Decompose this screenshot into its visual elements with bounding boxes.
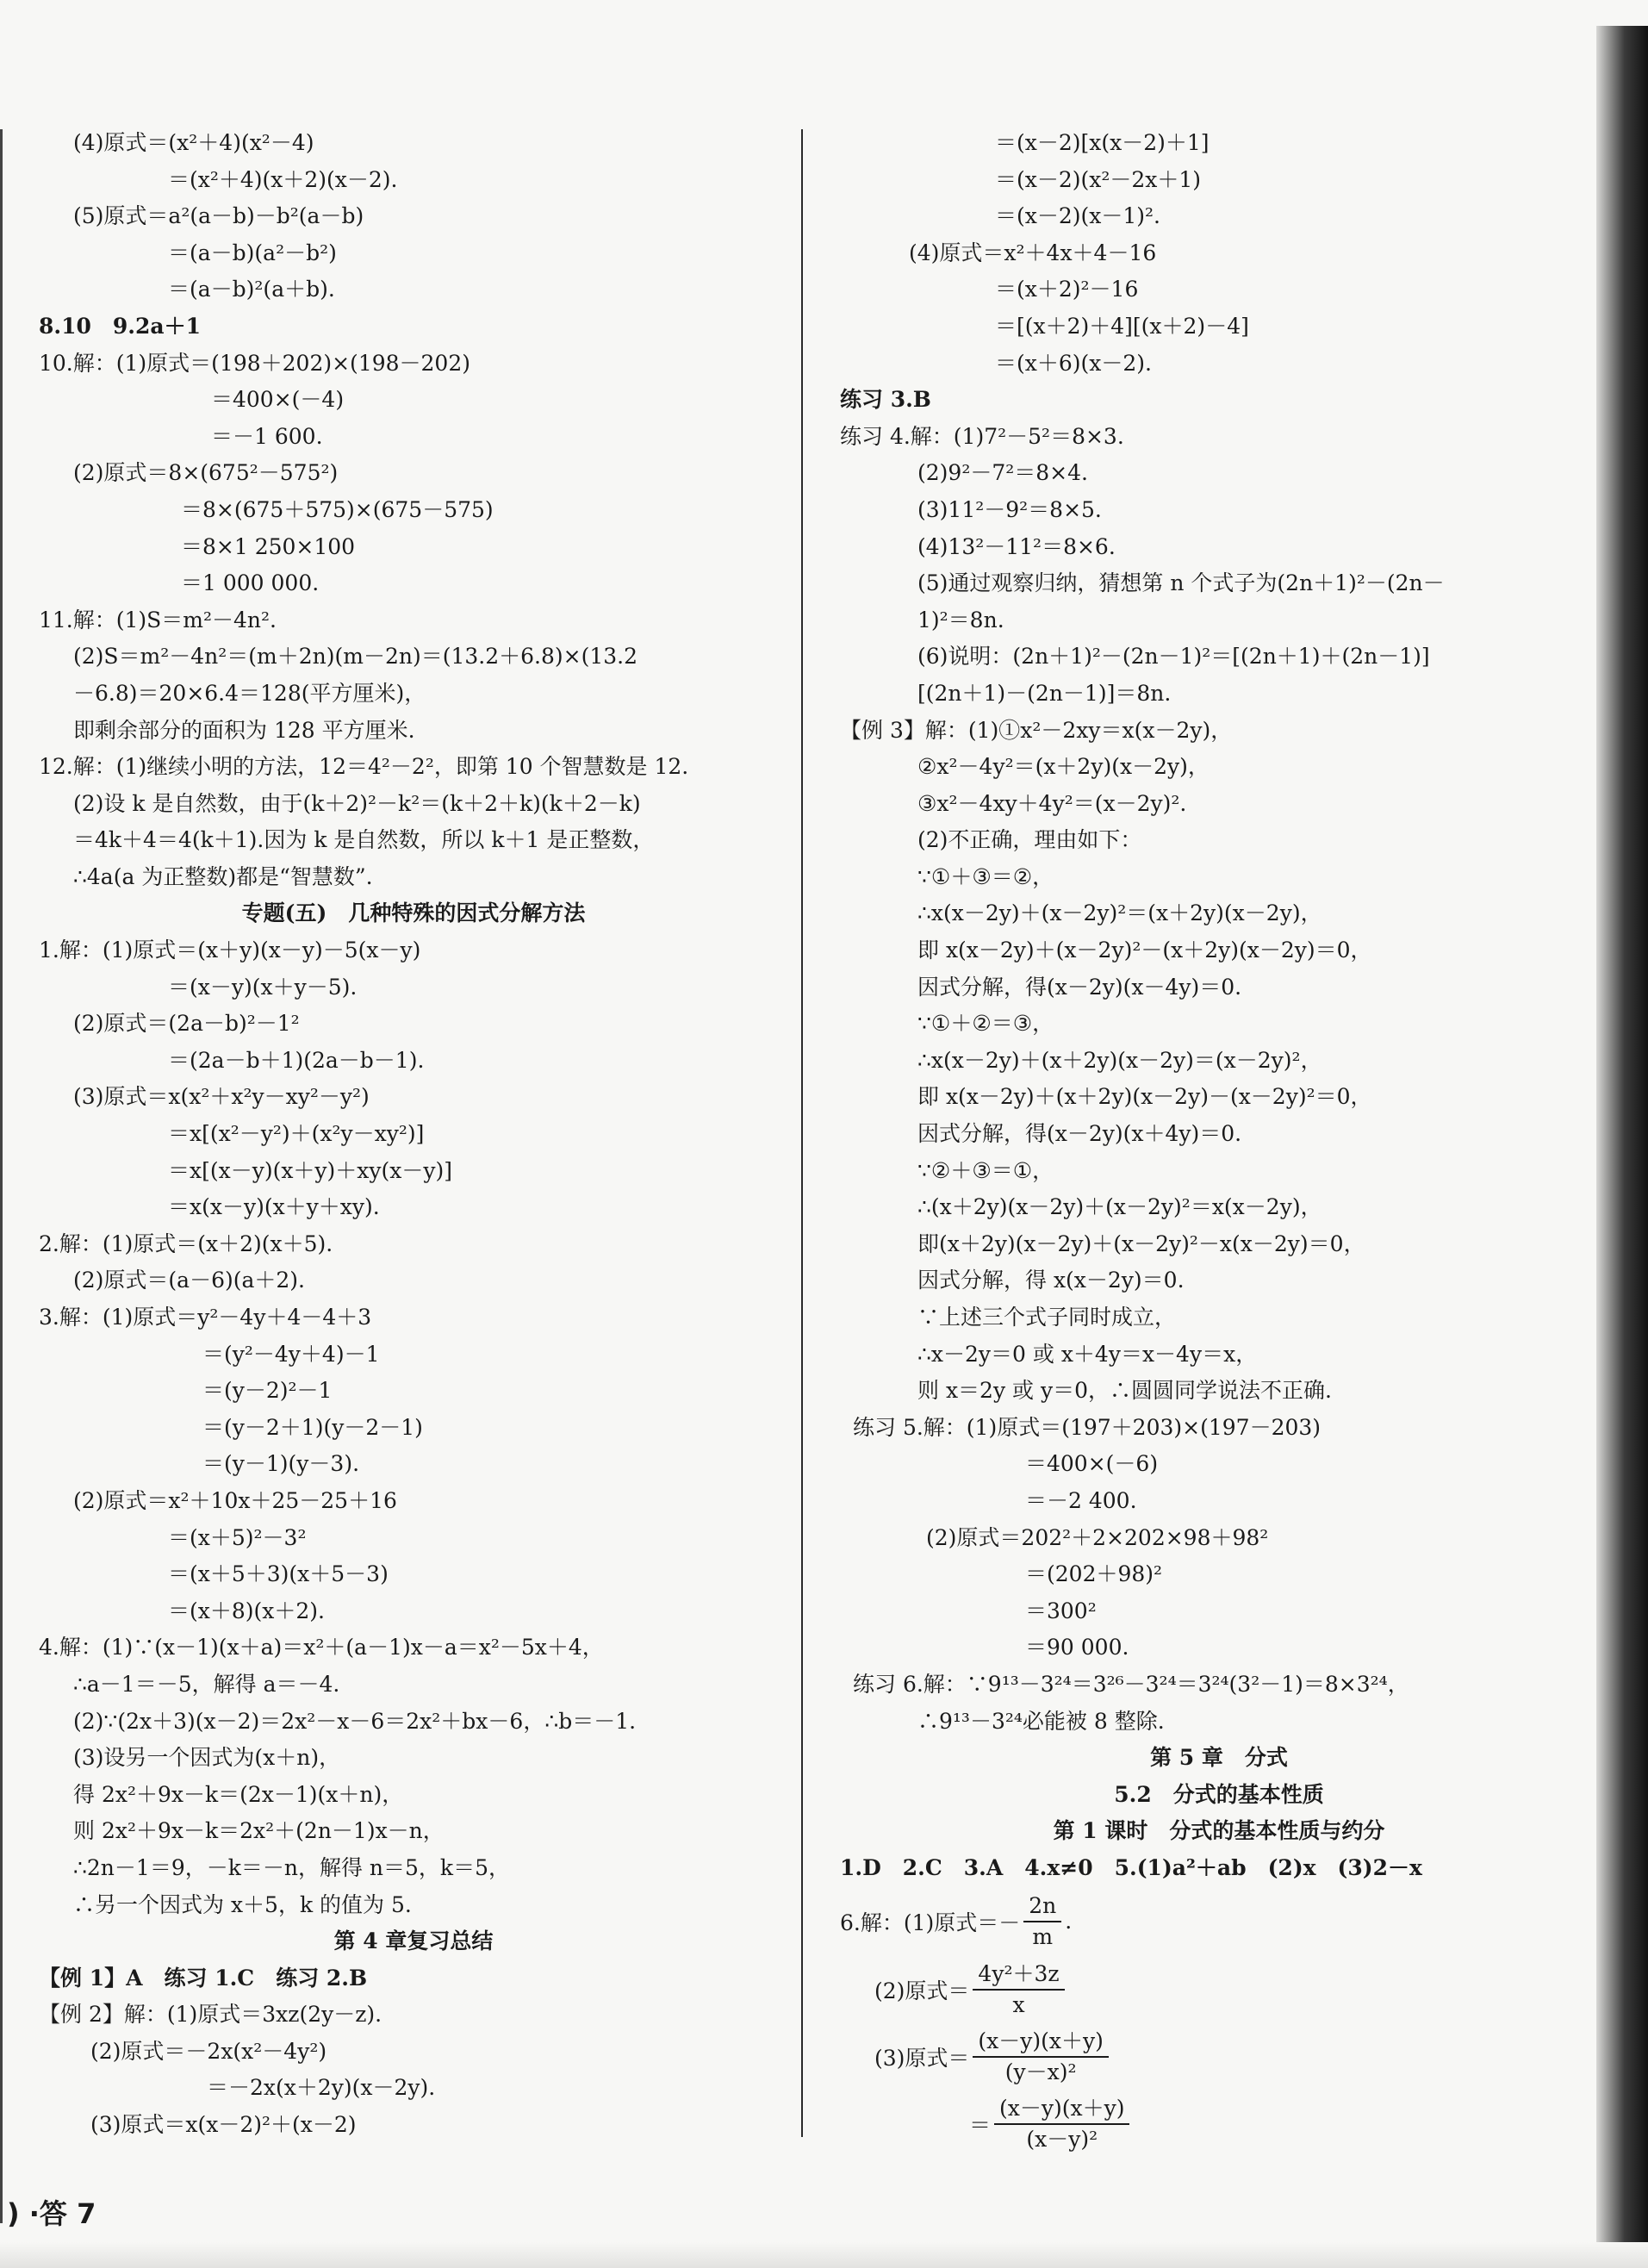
answer-line: ③x²－4xy＋4y²＝(x－2y)².	[917, 790, 1187, 816]
answer-line: ＝(x²＋4)(x＋2)(x－2).	[168, 166, 398, 192]
fraction-denominator: x	[1012, 1991, 1025, 2017]
answer-line: ＝8×1 250×100	[181, 533, 356, 559]
answer-line: ＝(a－b)(a²－b²)	[168, 240, 337, 265]
answer-line: ∴x(x－2y)＋(x－2y)²＝(x＋2y)(x－2y)，	[917, 900, 1322, 926]
answer-line: ＝(x＋6)(x－2).	[995, 350, 1152, 376]
answer-line: ＝(y－2)²－1	[202, 1378, 333, 1404]
answer-line: ＝－2 400.	[1025, 1487, 1137, 1513]
answer-line: (2)原式＝(a－6)(a＋2).	[73, 1268, 305, 1293]
answer-line: ∴另一个因式为 x＋5，k 的值为 5.	[73, 1891, 412, 1917]
section-heading: 5.2 分式的基本性质	[1114, 1781, 1324, 1807]
fraction-suffix: .	[1065, 1909, 1073, 1934]
answer-line: ＝(x－y)(x＋y－5).	[168, 974, 358, 1000]
answer-line: ＝(y²－4y＋4)－1	[202, 1341, 380, 1367]
fraction-answers	[840, 1887, 1598, 2158]
answer-line: 因式分解，得(x－2y)(x＋4y)＝0.	[917, 1121, 1242, 1147]
answer-line: (2)原式＝－2x(x²－4y²)	[90, 2038, 327, 2064]
answer-line: ∵②＋③＝①，	[917, 1157, 1054, 1183]
fraction-line	[840, 1956, 1598, 2023]
section-heading: 第 4 章复习总结	[333, 1928, 494, 1954]
answer-line: 12.解：(1)继续小明的方法，12＝4²－2²，即第 10 个智慧数是 12.	[39, 754, 689, 780]
answer-line: ＝x(x－y)(x＋y＋xy).	[168, 1194, 380, 1220]
answer-line: ∴9¹³－3²⁴必能被 8 整除.	[917, 1708, 1165, 1734]
answer-line: ∴x(x－2y)＋(x＋2y)(x－2y)＝(x－2y)²，	[917, 1047, 1322, 1073]
answer-line: ＝(x＋2)²－16	[995, 277, 1139, 302]
answer-line: ∴a－1＝－5，解得 a＝－4.	[73, 1671, 340, 1697]
answer-line: ＝4k＋4＝4(k＋1).因为 k 是自然数，所以 k＋1 是正整数，	[73, 827, 655, 853]
fraction-line	[840, 1887, 1598, 1956]
answer-line: (2)∵(2x＋3)(x－2)＝2x²－x－6＝2x²＋bx－6，∴b＝－1.	[73, 1708, 637, 1734]
fraction-numerator: (x－y)(x＋y)	[994, 2094, 1129, 2125]
answer-line: ∵①＋②＝③，	[917, 1011, 1054, 1037]
answer-line: ＝(2a－b＋1)(2a－b－1).	[168, 1047, 425, 1073]
answer-line: 【例 2】解：(1)原式＝3xz(2y－z).	[39, 2002, 382, 2028]
answer-line: 3.解：(1)原式＝y²－4y＋4－4＋3	[39, 1305, 372, 1330]
answer-line: ＝400×(－4)	[211, 387, 345, 413]
answer-line: ＝(x＋5)²－3²	[168, 1524, 307, 1550]
answer-line: ＝(x－2)[x(x－2)＋1]	[995, 130, 1210, 155]
answer-line: ＝8×(675＋575)×(675－575)	[181, 496, 494, 522]
answer-line: 【例 1】A 练习 1.C 练习 2.B	[39, 1965, 368, 1991]
answer-line: (3)原式＝x(x－2)²＋(x－2)	[90, 2112, 357, 2138]
answer-line: 【例 3】解：(1)①x²－2xy＝x(x－2y)，	[840, 717, 1233, 743]
answer-line: (2)S＝m²－4n²＝(m＋2n)(m－2n)＝(13.2＋6.8)×(13.2	[73, 644, 638, 670]
answer-line: ∴2n－1＝9，－k＝－n，解得 n＝5，k＝5，	[73, 1854, 510, 1880]
fraction-numerator: 2n	[1023, 1891, 1061, 1922]
answer-line: ＝(202＋98)²	[1025, 1561, 1163, 1587]
answer-line: －6.8)＝20×6.4＝128(平方厘米)，	[73, 680, 426, 706]
section-heading: 专题(五) 几种特殊的因式分解方法	[241, 900, 586, 926]
answer-line: 10.解：(1)原式＝(198＋202)×(198－202)	[39, 350, 471, 376]
answer-line: 4.解：(1)∵(x－1)(x＋a)＝x²＋(a－1)x－a＝x²－5x＋4，	[39, 1635, 604, 1660]
answer-line: 练习 5.解：(1)原式＝(197＋203)×(197－203)	[853, 1414, 1322, 1440]
fraction-denominator: (y－x)²	[1004, 2059, 1077, 2084]
answer-line: ＝300²	[1025, 1598, 1097, 1623]
answer-line: 即(x＋2y)(x－2y)＋(x－2y)²－x(x－2y)＝0，	[917, 1231, 1365, 1256]
right-column-lines	[840, 125, 1598, 1887]
answer-line: (4)原式＝(x²＋4)(x²－4)	[73, 130, 314, 155]
answer-line: 11.解：(1)S＝m²－4n².	[39, 607, 277, 632]
answer-line: ＝[(x＋2)＋4][(x＋2)－4]	[995, 313, 1249, 339]
fraction-prefix: (3)原式＝	[874, 2045, 970, 2071]
right-column	[840, 125, 1598, 2158]
answer-line: ＝90 000.	[1025, 1635, 1129, 1660]
answer-line: (6)说明：(2n＋1)²－(2n－1)²＝[(2n＋1)＋(2n－1)]	[917, 644, 1430, 670]
answer-line: ＝1 000 000.	[181, 570, 320, 596]
left-column	[39, 125, 788, 2144]
answer-line: 因式分解，得(x－2y)(x－4y)＝0.	[917, 974, 1242, 1000]
answer-line: (2)9²－7²＝8×4.	[917, 460, 1088, 486]
fraction	[1023, 1891, 1061, 1952]
page-footer: ) ·答 7	[7, 2197, 96, 2230]
fraction-prefix: ＝	[969, 2112, 992, 2138]
answer-line: [(2n＋1)－(2n－1)]＝8n.	[917, 680, 1172, 706]
answer-line: ＝(x＋5＋3)(x＋5－3)	[168, 1561, 389, 1587]
answer-line: ∴(x＋2y)(x－2y)＋(x－2y)²＝x(x－2y)，	[917, 1194, 1322, 1220]
answer-line: ＝(x－2)(x²－2x＋1)	[995, 166, 1202, 192]
answer-line: ＝－1 600.	[211, 423, 323, 449]
page-edge-shadow	[1596, 26, 1648, 2268]
answer-line: 即剩余部分的面积为 128 平方厘米.	[73, 717, 415, 743]
answer-line: ∴4a(a 为正整数)都是“智慧数”.	[73, 863, 373, 889]
left-margin-line	[0, 129, 3, 2223]
answer-line: (2)原式＝x²＋10x＋25－25＋16	[73, 1487, 397, 1513]
answer-line: (3)11²－9²＝8×5.	[917, 496, 1102, 522]
answer-line: (5)原式＝a²(a－b)－b²(a－b)	[73, 203, 364, 229]
column-divider	[801, 129, 803, 2137]
answer-line: ＝(y－1)(y－3).	[202, 1451, 360, 1477]
answer-line: 1.解：(1)原式＝(x＋y)(x－y)－5(x－y)	[39, 938, 421, 963]
section-heading: 第 5 章 分式	[1150, 1745, 1288, 1771]
answer-line: ＝x[(x－y)(x＋y)＋xy(x－y)]	[168, 1157, 453, 1183]
answer-line: 练习 3.B	[840, 387, 931, 413]
answer-line: (2)原式＝(2a－b)²－1²	[73, 1011, 300, 1037]
answer-line: ＝400×(－6)	[1025, 1451, 1159, 1477]
answer-line: 1)²＝8n.	[917, 607, 1004, 632]
answer-line: (3)设另一个因式为(x＋n)，	[73, 1745, 341, 1771]
fraction	[973, 1960, 1064, 2020]
answer-line: 1.D 2.C 3.A 4.x≠0 5.(1)a²＋ab (2)x (3)2－x	[840, 1854, 1422, 1880]
fraction-numerator: (x－y)(x＋y)	[973, 2027, 1108, 2058]
page-bottom-shadow	[0, 2242, 1648, 2268]
answer-line: ＝－2x(x＋2y)(x－2y).	[207, 2075, 436, 2101]
section-heading: 第 1 课时 分式的基本性质与约分	[1053, 1818, 1385, 1844]
answer-line: (2)原式＝202²＋2×202×98＋98²	[926, 1524, 1269, 1550]
answer-line: (2)不正确，理由如下：	[917, 827, 1142, 853]
answer-line: (4)原式＝x²＋4x＋4－16	[909, 240, 1157, 265]
fraction-denominator: (x－y)²	[1026, 2126, 1098, 2152]
fraction-prefix: 6.解：(1)原式＝－	[840, 1910, 1021, 1935]
answer-line: ＝(y－2＋1)(y－2－1)	[202, 1414, 423, 1440]
answer-line: ＝(a－b)²(a＋b).	[168, 277, 335, 302]
fraction-denominator: m	[1032, 1923, 1054, 1949]
answer-line: 练习 4.解：(1)7²－5²＝8×3.	[840, 423, 1124, 449]
answer-line: 即 x(x－2y)＋(x－2y)²－(x＋2y)(x－2y)＝0，	[917, 938, 1372, 963]
answer-line: ②x²－4y²＝(x＋2y)(x－2y)，	[917, 754, 1210, 780]
answer-line: (4)13²－11²＝8×6.	[917, 533, 1116, 559]
answer-line: ＝x[(x²－y²)＋(x²y－xy²)]	[168, 1121, 425, 1147]
answer-line: (5)通过观察归纳，猜想第 n 个式子为(2n＋1)²－(2n－	[917, 570, 1445, 596]
fraction-prefix: (2)原式＝	[874, 1978, 970, 2003]
answer-line: (3)原式＝x(x²＋x²y－xy²－y²)	[73, 1084, 370, 1110]
fraction-numerator: 4y²＋3z	[973, 1960, 1064, 1991]
fraction-line	[840, 2090, 1598, 2158]
answer-line: 8.10 9.2a＋1	[39, 313, 201, 339]
fraction-line	[840, 2023, 1598, 2090]
answer-line: ∵上述三个式子同时成立，	[917, 1305, 1177, 1330]
answer-line: ∵①＋③＝②，	[917, 863, 1054, 889]
answer-line: ＝(x－2)(x－1)².	[995, 203, 1160, 229]
answer-line: ∴x－2y＝0 或 x＋4y＝x－4y＝x，	[917, 1341, 1258, 1367]
answer-line: (2)设 k 是自然数，由于(k＋2)²－k²＝(k＋2＋k)(k＋2－k)	[73, 790, 641, 816]
answer-line: 得 2x²＋9x－k＝(2x－1)(x＋n)，	[73, 1781, 404, 1807]
answer-line: 则 2x²＋9x－k＝2x²＋(2n－1)x－n，	[73, 1818, 445, 1844]
fraction	[994, 2094, 1129, 2154]
answer-line: 2.解：(1)原式＝(x＋2)(x＋5).	[39, 1231, 333, 1256]
answer-line: 即 x(x－2y)＋(x＋2y)(x－2y)－(x－2y)²＝0，	[917, 1084, 1372, 1110]
fraction	[973, 2027, 1108, 2087]
answer-line: 练习 6.解：∵9¹³－3²⁴＝3²⁶－3²⁴＝3²⁴(3²－1)＝8×3²⁴，	[853, 1671, 1409, 1697]
answer-line: ＝(x＋8)(x＋2).	[168, 1598, 325, 1623]
answer-line: 因式分解，得 x(x－2y)＝0.	[917, 1268, 1185, 1293]
answer-line: (2)原式＝8×(675²－575²)	[73, 460, 339, 486]
answer-line: 则 x＝2y 或 y＝0，∴圆圆同学说法不正确.	[917, 1378, 1332, 1404]
